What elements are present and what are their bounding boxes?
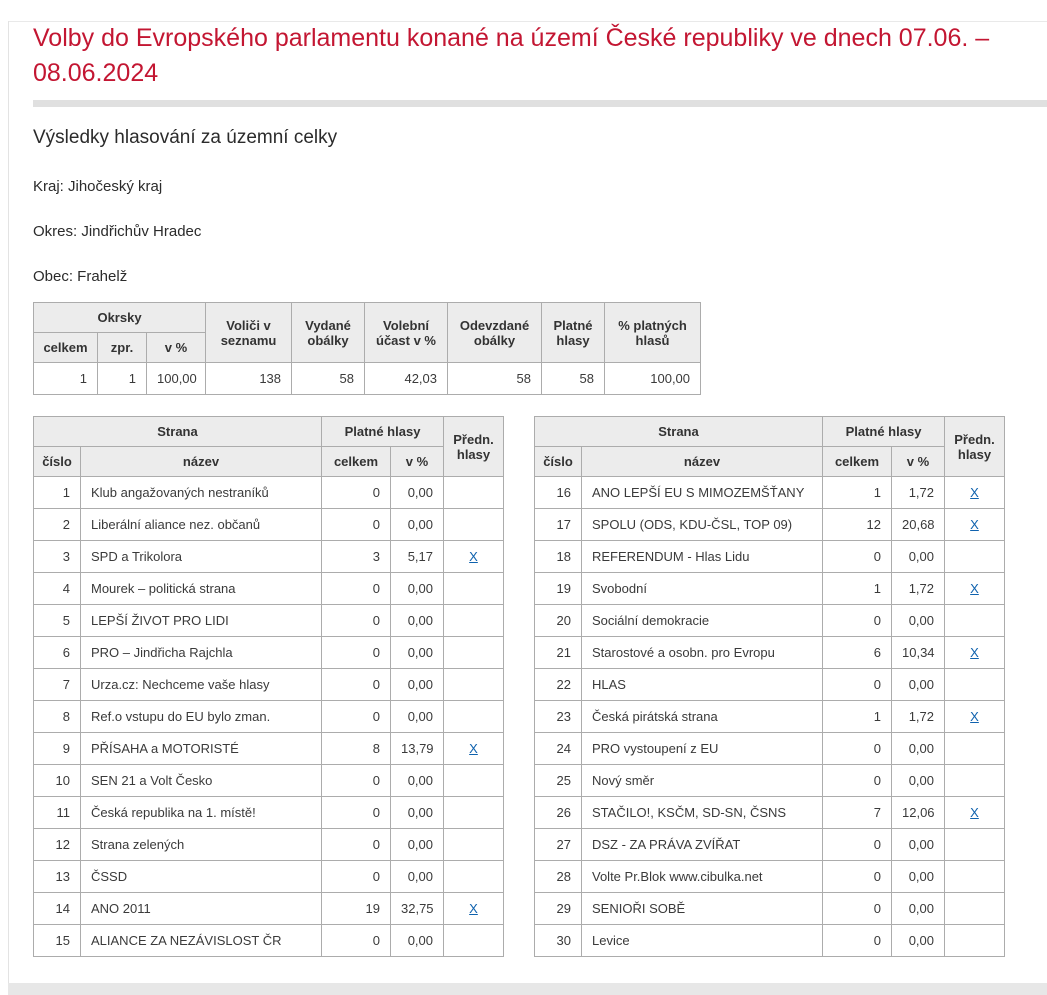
party-row bbox=[34, 477, 504, 509]
header-volici: Voliči v seznamu bbox=[206, 303, 292, 363]
pref-votes-cell bbox=[444, 797, 504, 829]
party-row bbox=[535, 765, 1005, 797]
party-number: 21 bbox=[535, 637, 582, 669]
party-row bbox=[535, 701, 1005, 733]
party-votes: 1 bbox=[823, 477, 892, 509]
party-votes: 0 bbox=[322, 861, 391, 893]
header-volebni-ucast: Volební účast v % bbox=[365, 303, 448, 363]
header-platne-hlasy: Platné hlasy bbox=[322, 417, 444, 447]
party-name: ALIANCE ZA NEZÁVISLOST ČR bbox=[81, 925, 322, 957]
summary-table bbox=[33, 302, 701, 395]
party-row bbox=[34, 925, 504, 957]
page-left-border bbox=[8, 21, 9, 995]
party-name: PŘÍSAHA a MOTORISTÉ bbox=[81, 733, 322, 765]
party-votes: 6 bbox=[823, 637, 892, 669]
value-okrsky-celkem: 1 bbox=[34, 363, 98, 395]
party-header-row-2 bbox=[535, 447, 1005, 477]
party-header-row-2 bbox=[34, 447, 504, 477]
party-votes: 0 bbox=[823, 861, 892, 893]
value-volici: 138 bbox=[206, 363, 292, 395]
header-okrsky-celkem: celkem bbox=[34, 333, 98, 363]
header-nazev: název bbox=[81, 447, 322, 477]
party-pct: 20,68 bbox=[892, 509, 945, 541]
party-pct: 0,00 bbox=[391, 669, 444, 701]
party-votes: 0 bbox=[322, 605, 391, 637]
party-pct: 0,00 bbox=[892, 605, 945, 637]
party-votes: 0 bbox=[823, 669, 892, 701]
title-divider bbox=[33, 100, 1047, 107]
pref-votes-cell bbox=[945, 925, 1005, 957]
header-strana: Strana bbox=[34, 417, 322, 447]
party-name: REFERENDUM - Hlas Lidu bbox=[582, 541, 823, 573]
party-number: 23 bbox=[535, 701, 582, 733]
header-pct-platnych: % platných hlasů bbox=[605, 303, 701, 363]
pref-votes-cell bbox=[444, 861, 504, 893]
party-name: SENIOŘI SOBĚ bbox=[582, 893, 823, 925]
party-row bbox=[535, 925, 1005, 957]
party-number: 17 bbox=[535, 509, 582, 541]
value-odevzdane-obalky: 58 bbox=[448, 363, 542, 395]
party-votes: 0 bbox=[823, 541, 892, 573]
pref-votes-link[interactable]: X bbox=[469, 549, 478, 564]
party-name: PRO vystoupení z EU bbox=[582, 733, 823, 765]
party-name: SPD a Trikolora bbox=[81, 541, 322, 573]
pref-votes-cell bbox=[945, 733, 1005, 765]
party-number: 18 bbox=[535, 541, 582, 573]
party-number: 28 bbox=[535, 861, 582, 893]
party-row bbox=[535, 669, 1005, 701]
party-number: 27 bbox=[535, 829, 582, 861]
pref-votes-cell bbox=[945, 477, 1005, 509]
party-votes: 19 bbox=[322, 893, 391, 925]
party-number: 24 bbox=[535, 733, 582, 765]
party-name: STAČILO!, KSČM, SD-SN, ČSNS bbox=[582, 797, 823, 829]
party-name: ANO 2011 bbox=[81, 893, 322, 925]
party-row bbox=[535, 861, 1005, 893]
party-pct: 0,00 bbox=[391, 861, 444, 893]
party-pct: 0,00 bbox=[391, 573, 444, 605]
party-name: Strana zelených bbox=[81, 829, 322, 861]
party-name: Sociální demokracie bbox=[582, 605, 823, 637]
party-header-row-1 bbox=[535, 417, 1005, 447]
party-number: 6 bbox=[34, 637, 81, 669]
party-row bbox=[535, 573, 1005, 605]
party-votes: 0 bbox=[322, 765, 391, 797]
party-number: 19 bbox=[535, 573, 582, 605]
party-pct: 13,79 bbox=[391, 733, 444, 765]
party-votes: 0 bbox=[823, 605, 892, 637]
section-title: Výsledky hlasování za územní celky bbox=[33, 127, 338, 148]
party-number: 5 bbox=[34, 605, 81, 637]
pref-votes-link[interactable]: X bbox=[469, 741, 478, 756]
pref-votes-cell bbox=[945, 541, 1005, 573]
party-pct: 0,00 bbox=[892, 669, 945, 701]
party-number: 8 bbox=[34, 701, 81, 733]
party-votes: 0 bbox=[823, 829, 892, 861]
party-pct: 0,00 bbox=[391, 509, 444, 541]
pref-votes-cell bbox=[444, 925, 504, 957]
header-okrsky-zpr: zpr. bbox=[98, 333, 147, 363]
party-row bbox=[34, 573, 504, 605]
party-votes: 0 bbox=[322, 637, 391, 669]
party-row bbox=[34, 797, 504, 829]
pref-votes-link[interactable]: X bbox=[469, 901, 478, 916]
party-name: Starostové a osobn. pro Evropu bbox=[582, 637, 823, 669]
party-number: 9 bbox=[34, 733, 81, 765]
pref-votes-cell bbox=[444, 541, 504, 573]
header-predn-hlasy: Předn. hlasy bbox=[444, 417, 504, 477]
party-pct: 0,00 bbox=[391, 829, 444, 861]
party-number: 13 bbox=[34, 861, 81, 893]
party-votes: 0 bbox=[322, 829, 391, 861]
party-header-row-1 bbox=[34, 417, 504, 447]
party-pct: 0,00 bbox=[892, 893, 945, 925]
party-pct: 0,00 bbox=[391, 701, 444, 733]
party-row bbox=[535, 733, 1005, 765]
party-pct: 0,00 bbox=[892, 733, 945, 765]
header-vpct: v % bbox=[391, 447, 444, 477]
party-name: Klub angažovaných nestraníků bbox=[81, 477, 322, 509]
header-strana: Strana bbox=[535, 417, 823, 447]
party-number: 4 bbox=[34, 573, 81, 605]
party-votes: 1 bbox=[823, 701, 892, 733]
party-tables bbox=[33, 416, 1047, 957]
value-volebni-ucast: 42,03 bbox=[365, 363, 448, 395]
party-name: HLAS bbox=[582, 669, 823, 701]
party-row bbox=[34, 541, 504, 573]
pref-votes-cell bbox=[945, 765, 1005, 797]
party-row bbox=[34, 701, 504, 733]
party-pct: 12,06 bbox=[892, 797, 945, 829]
party-row bbox=[535, 829, 1005, 861]
party-name: Svobodní bbox=[582, 573, 823, 605]
party-votes: 7 bbox=[823, 797, 892, 829]
party-number: 20 bbox=[535, 605, 582, 637]
summary-header-row-1 bbox=[34, 303, 701, 333]
party-number: 1 bbox=[34, 477, 81, 509]
header-celkem: celkem bbox=[823, 447, 892, 477]
party-row bbox=[535, 477, 1005, 509]
party-pct: 0,00 bbox=[391, 797, 444, 829]
pref-votes-cell bbox=[945, 669, 1005, 701]
page-content bbox=[0, 21, 1047, 957]
pref-votes-cell bbox=[444, 477, 504, 509]
party-row bbox=[535, 541, 1005, 573]
party-votes: 0 bbox=[322, 925, 391, 957]
party-pct: 0,00 bbox=[391, 477, 444, 509]
party-name: SEN 21 a Volt Česko bbox=[81, 765, 322, 797]
page-top-border bbox=[8, 21, 1047, 22]
pref-votes-cell bbox=[945, 605, 1005, 637]
pref-votes-cell bbox=[945, 573, 1005, 605]
party-pct: 0,00 bbox=[391, 925, 444, 957]
party-name: Volte Pr.Blok www.cibulka.net bbox=[582, 861, 823, 893]
party-votes: 12 bbox=[823, 509, 892, 541]
pref-votes-cell bbox=[945, 797, 1005, 829]
party-table-right bbox=[534, 416, 1005, 957]
pref-votes-cell bbox=[444, 765, 504, 797]
party-pct: 0,00 bbox=[892, 925, 945, 957]
party-name: Liberální aliance nez. občanů bbox=[81, 509, 322, 541]
party-row bbox=[34, 669, 504, 701]
party-row bbox=[34, 637, 504, 669]
party-row bbox=[34, 829, 504, 861]
value-platne-hlasy: 58 bbox=[542, 363, 605, 395]
party-number: 12 bbox=[34, 829, 81, 861]
party-name: Česká republika na 1. místě! bbox=[81, 797, 322, 829]
header-cislo: číslo bbox=[535, 447, 582, 477]
header-vydane-obalky: Vydané obálky bbox=[292, 303, 365, 363]
pref-votes-cell bbox=[444, 669, 504, 701]
party-pct: 0,00 bbox=[391, 605, 444, 637]
party-pct: 32,75 bbox=[391, 893, 444, 925]
party-number: 11 bbox=[34, 797, 81, 829]
pref-votes-cell bbox=[444, 701, 504, 733]
header-platne-hlasy: Platné hlasy bbox=[823, 417, 945, 447]
header-okrsky-vpct: v % bbox=[147, 333, 206, 363]
page-title: Volby do Evropského parlamentu konané na území České republiky ve dnech 07.06. – 08.06.2024 bbox=[33, 24, 990, 87]
party-name: Urza.cz: Nechceme vaše hlasy bbox=[81, 669, 322, 701]
party-number: 2 bbox=[34, 509, 81, 541]
party-number: 30 bbox=[535, 925, 582, 957]
party-votes: 0 bbox=[823, 925, 892, 957]
footer-bar bbox=[8, 983, 1047, 995]
party-number: 7 bbox=[34, 669, 81, 701]
party-number: 14 bbox=[34, 893, 81, 925]
pref-votes-link[interactable]: X bbox=[970, 645, 979, 660]
party-pct: 0,00 bbox=[892, 829, 945, 861]
party-row bbox=[535, 509, 1005, 541]
party-row bbox=[34, 893, 504, 925]
region-line-okres: Okres: Jindřichův Hradec bbox=[33, 223, 202, 240]
party-row bbox=[34, 765, 504, 797]
party-pct: 0,00 bbox=[391, 765, 444, 797]
party-pct: 5,17 bbox=[391, 541, 444, 573]
party-votes: 8 bbox=[322, 733, 391, 765]
summary-data-row bbox=[34, 363, 701, 395]
party-name: PRO – Jindřicha Rajchla bbox=[81, 637, 322, 669]
party-number: 25 bbox=[535, 765, 582, 797]
pref-votes-cell bbox=[444, 829, 504, 861]
party-row bbox=[535, 893, 1005, 925]
party-row bbox=[34, 861, 504, 893]
party-pct: 1,72 bbox=[892, 477, 945, 509]
party-votes: 0 bbox=[322, 509, 391, 541]
party-table-left bbox=[33, 416, 504, 957]
party-name: Ref.o vstupu do EU bylo zman. bbox=[81, 701, 322, 733]
party-name: Mourek – politická strana bbox=[81, 573, 322, 605]
party-name: LEPŠÍ ŽIVOT PRO LIDI bbox=[81, 605, 322, 637]
party-pct: 0,00 bbox=[892, 541, 945, 573]
party-row bbox=[535, 637, 1005, 669]
pref-votes-cell bbox=[444, 637, 504, 669]
party-row bbox=[34, 509, 504, 541]
header-cislo: číslo bbox=[34, 447, 81, 477]
pref-votes-cell bbox=[945, 637, 1005, 669]
pref-votes-cell bbox=[945, 893, 1005, 925]
party-pct: 1,72 bbox=[892, 573, 945, 605]
pref-votes-link[interactable]: X bbox=[970, 485, 979, 500]
header-okrsky: Okrsky bbox=[34, 303, 206, 333]
party-name: Nový směr bbox=[582, 765, 823, 797]
value-okrsky-zpr: 1 bbox=[98, 363, 147, 395]
party-number: 29 bbox=[535, 893, 582, 925]
party-votes: 3 bbox=[322, 541, 391, 573]
pref-votes-cell bbox=[945, 509, 1005, 541]
party-pct: 0,00 bbox=[892, 765, 945, 797]
party-name: Česká pirátská strana bbox=[582, 701, 823, 733]
value-vydane-obalky: 58 bbox=[292, 363, 365, 395]
party-row bbox=[535, 605, 1005, 637]
party-name: SPOLU (ODS, KDU-ČSL, TOP 09) bbox=[582, 509, 823, 541]
party-number: 16 bbox=[535, 477, 582, 509]
pref-votes-cell bbox=[444, 509, 504, 541]
pref-votes-cell bbox=[945, 701, 1005, 733]
party-votes: 0 bbox=[322, 573, 391, 605]
party-votes: 0 bbox=[823, 893, 892, 925]
header-vpct: v % bbox=[892, 447, 945, 477]
pref-votes-cell bbox=[945, 829, 1005, 861]
party-pct: 0,00 bbox=[892, 861, 945, 893]
party-votes: 0 bbox=[823, 765, 892, 797]
party-pct: 10,34 bbox=[892, 637, 945, 669]
party-name: Levice bbox=[582, 925, 823, 957]
region-line-obec: Obec: Frahelž bbox=[33, 268, 128, 285]
header-predn-hlasy: Předn. hlasy bbox=[945, 417, 1005, 477]
pref-votes-link[interactable]: X bbox=[970, 709, 979, 724]
party-votes: 1 bbox=[823, 573, 892, 605]
party-number: 10 bbox=[34, 765, 81, 797]
party-name: DSZ - ZA PRÁVA ZVÍŘAT bbox=[582, 829, 823, 861]
party-name: ČSSD bbox=[81, 861, 322, 893]
value-pct-platnych: 100,00 bbox=[605, 363, 701, 395]
party-number: 22 bbox=[535, 669, 582, 701]
party-votes: 0 bbox=[322, 701, 391, 733]
party-number: 3 bbox=[34, 541, 81, 573]
party-votes: 0 bbox=[322, 669, 391, 701]
party-row bbox=[535, 797, 1005, 829]
pref-votes-link[interactable]: X bbox=[970, 517, 979, 532]
party-pct: 1,72 bbox=[892, 701, 945, 733]
header-celkem: celkem bbox=[322, 447, 391, 477]
region-line-kraj: Kraj: Jihočeský kraj bbox=[33, 178, 163, 195]
header-nazev: název bbox=[582, 447, 823, 477]
party-row bbox=[34, 605, 504, 637]
pref-votes-cell bbox=[444, 733, 504, 765]
party-votes: 0 bbox=[823, 733, 892, 765]
party-name: ANO LEPŠÍ EU S MIMOZEMŠŤANY bbox=[582, 477, 823, 509]
pref-votes-link[interactable]: X bbox=[970, 805, 979, 820]
header-odevzdane-obalky: Odevzdané obálky bbox=[448, 303, 542, 363]
value-okrsky-vpct: 100,00 bbox=[147, 363, 206, 395]
pref-votes-link[interactable]: X bbox=[970, 581, 979, 596]
pref-votes-cell bbox=[444, 893, 504, 925]
header-platne-hlasy: Platné hlasy bbox=[542, 303, 605, 363]
party-votes: 0 bbox=[322, 477, 391, 509]
party-number: 15 bbox=[34, 925, 81, 957]
party-number: 26 bbox=[535, 797, 582, 829]
pref-votes-cell bbox=[945, 861, 1005, 893]
party-row bbox=[34, 733, 504, 765]
party-votes: 0 bbox=[322, 797, 391, 829]
pref-votes-cell bbox=[444, 605, 504, 637]
pref-votes-cell bbox=[444, 573, 504, 605]
party-pct: 0,00 bbox=[391, 637, 444, 669]
